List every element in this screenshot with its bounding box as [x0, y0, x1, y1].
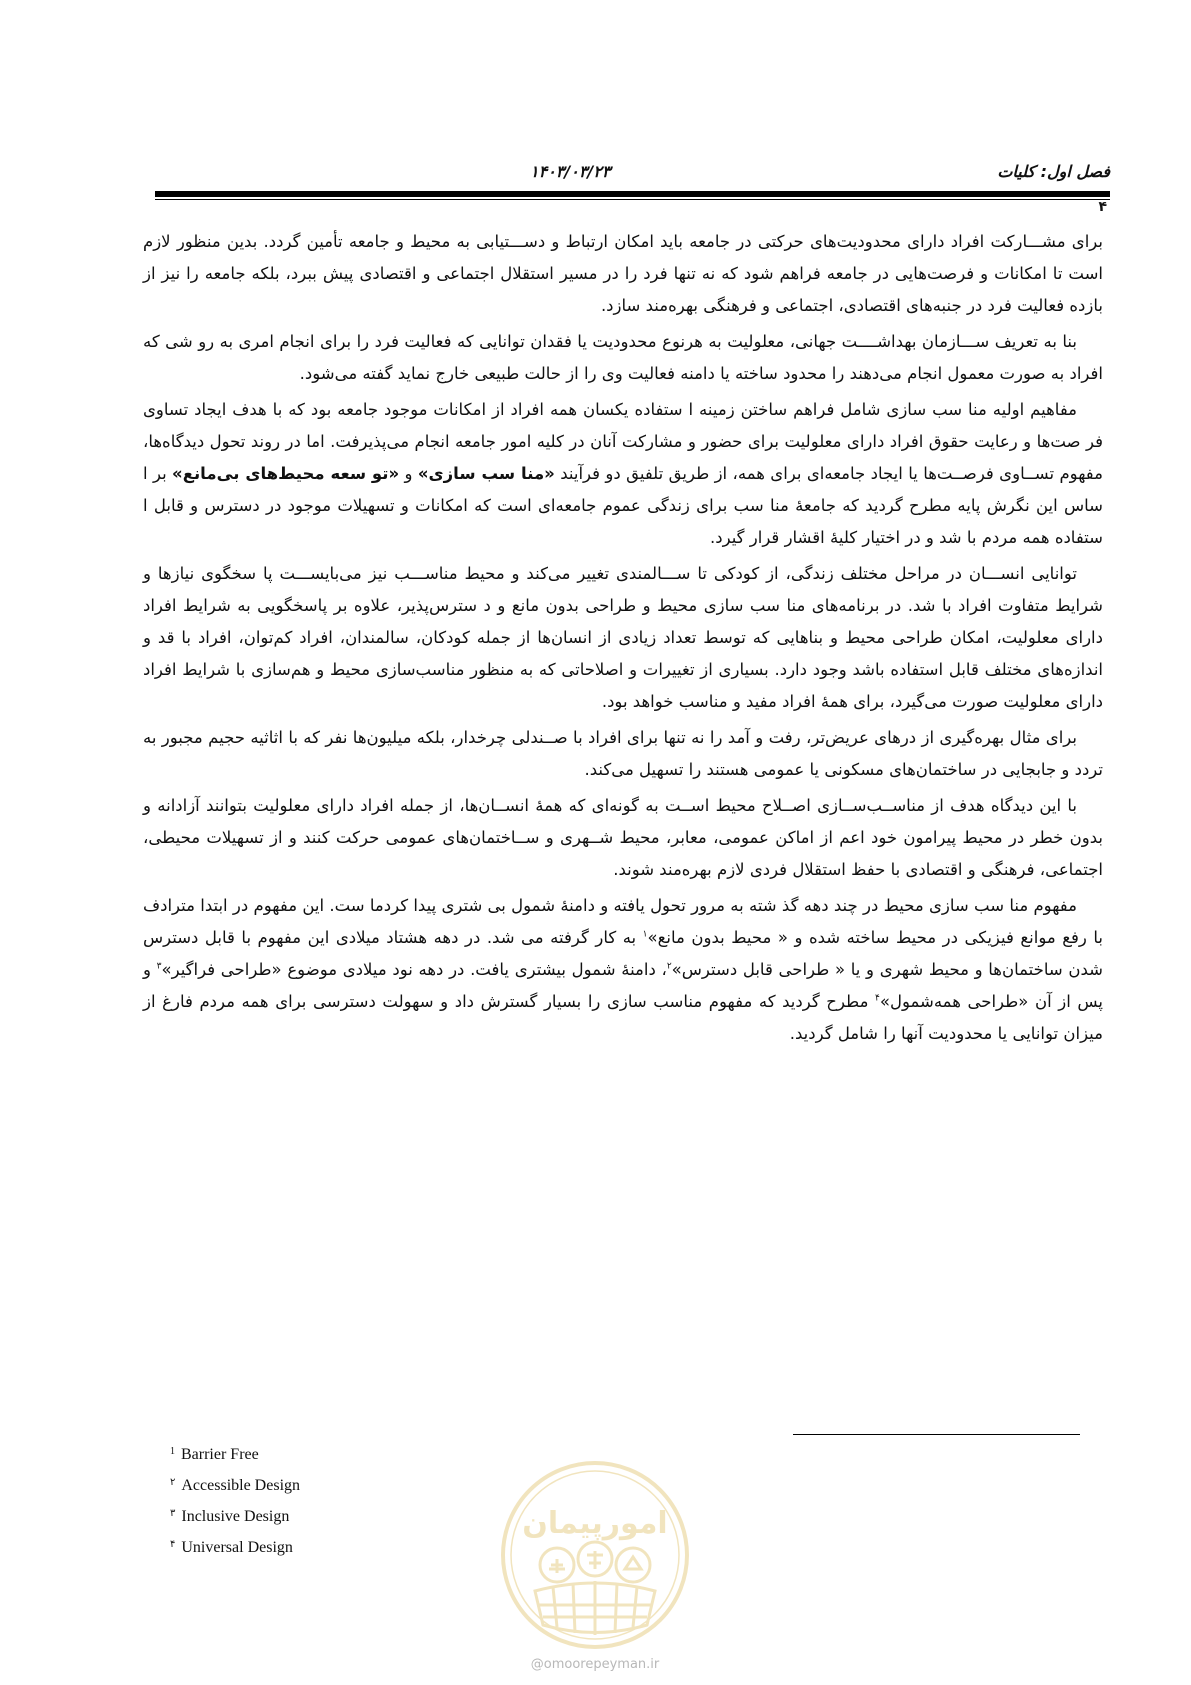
paragraph-text: عموم جامعه‌ای است که امکانات و تسهیلات موجود در دسترس و قابل ا ستفاده همه مردم با شد و در اختیار کلیهٔ اقشار قرار گیرد.: [143, 496, 1103, 547]
paragraph: برای مشـــارکت افراد دارای محدودیت‌های حرکتی در جامعه باید امکان ارتباط و دســـتیابی به محیط و جامعه تأمین گردد. بدین منظور لازم است تا امکانات و فرصت‌هایی در جامعه فراهم شود که نه تنها فرد را در مسیر استقلال اجتماعی و اقتصادی پیش ببرد، بلکه جامعه را نیز از بازده فعالیت فرد در جنبه‌های اقتصادی، اجتماعی و فرهنگی بهره‌مند سازد.: [143, 232, 1103, 315]
paragraph: با این دیدگاه هدف از مناســب‌ســازی اصــلاح محیط اســت به گونه‌ای که همهٔ انســان‌ها، از جمله افراد دارای معلولیت بتوانند آزادانه و بدون خطر در محیط پیرامون خود اعم از اماکن عمومی، معابر، محیط شــهری و ســاختمان‌های عمومی حرکت کنند و از تسهیلات محیطی، اجتماعی، فرهنگی و اقتصادی با حفظ استقلال فردی لازم بهره‌مند شوند.: [143, 796, 1103, 879]
page-number: ۴: [1098, 199, 1107, 215]
paragraph: برای مثال بهره‌گیری از درهای عریض‌تر، رفت و آمد را نه تنها برای افراد با صــندلی چرخدار، بلکه میلیون‌ها نفر که با اثاثیه حجیم مجبور به تردد و جابجایی در ساختمان‌های مسکونی یا عمومی هستند را تسهیل می‌کند.: [143, 728, 1103, 779]
paragraph-text: مفاهیم اولیه منا سب سازی شامل فراهم ساختن زمینه ا ستفاده یکسان همه افراد از امکانات موجود جامعه بود که با هدف ایجاد تساوی فر صت‌ها و رعایت حقوق افراد دارای معلولیت برای حضور و مشارکت آنان در کلیه امور جامعه انجام می‌پذیرفت. اما در روند تحول دیدگاه‌ها، مفهوم تســاوی فرصــت‌ها یا ایجاد جامعه‌ای برای همه، از طریق تلفیق دو فرآیند: [143, 400, 1103, 483]
body-text: [143, 226, 1103, 1054]
footnote-mark: 1: [170, 1446, 175, 1457]
watermark-logo-text: امورپیمان: [522, 1506, 668, 1541]
footnote: [170, 1446, 300, 1477]
footnote-ref: ۲: [666, 961, 672, 972]
paragraph-text: ، دامنهٔ شمول بیشتری یافت. در دهه نود میلادی موضوع «طراحی فراگیر»: [161, 960, 667, 979]
paragraph-text: به کار گرفته می شد. در دهه هشتاد میلادی این مفهوم با قابل دسترس شدن ساختمان‌ها و محیط شهری و یا « طراحی قابل دسترس»: [143, 928, 1103, 979]
footnote-text: Inclusive Design: [181, 1508, 290, 1525]
page-header: [155, 160, 1110, 190]
footnote-ref: ۱: [642, 929, 648, 940]
paragraph: [143, 394, 1103, 554]
footnotes: [170, 1446, 300, 1570]
footnote-separator: [793, 1434, 1080, 1435]
paragraph-text: مطرح گردید که مفهوم مناسب سازی را بسیار گسترش داد و سهولت دسترسی برای همه مردم فارغ از میزان توانایی یا محدودیت آنها را شامل گردید.: [143, 992, 1103, 1043]
footnote-mark: ۳: [170, 1508, 176, 1519]
header-rule-thin: [155, 199, 1110, 200]
paragraph: توانایی انســـان در مراحل مختلف زندگی، از کودکی تا ســـالمندی تغییر می‌کند و محیط مناســـب نیز می‌بایســـت پا سخگوی نیازها و شرایط متفاوت افراد با شد. در برنامه‌های منا سب سازی محیط و طراحی بدون مانع و د سترس‌پذیر، علاوه بر پاسخگویی به شرایط افراد دارای معلولیت، امکان طراحی محیط و بناهایی که توسط تعداد زیادی از انسان‌ها از جمله کودکان، سالمندان، افراد کم‌توان، افراد با قد و اندازه‌های مختلف قابل استفاده باشد وجود دارد. بسیاری از تغییرات و اصلاحاتی که به منظور مناسب‌سازی محیط و هم‌سازی با شرایط افراد دارای معلولیت صورت می‌گیرد، برای همهٔ افراد مفید و مناسب خواهد بود.: [143, 564, 1103, 711]
footnote: [170, 1508, 300, 1539]
footnote-text: Accessible Design: [181, 1477, 301, 1494]
paragraph-text: مفهوم منا سب سازی محیط در چند دهه گذ شته به مرور تحول یافته و دامنهٔ شمول بی شتری پیدا کردما ست. این مفهوم در ابتدا مترادف با رفع موانع فیزیکی در محیط ساخته شده و « محیط بدون مانع»: [143, 896, 1103, 947]
footnote-text: Barrier Free: [181, 1446, 259, 1463]
header-rule-thick: [155, 191, 1110, 197]
paragraph-text: و: [399, 464, 418, 483]
footnote: [170, 1477, 300, 1508]
paragraph-text: بر ا ساس این نگرش پایه مطرح گردید که جامعهٔ منا سب برای زندگی: [143, 464, 1103, 515]
bold-term: «تو سعه محیط‌های بی‌مانع»: [172, 464, 400, 483]
watermark-logo-icon: [495, 1455, 695, 1655]
footnote-ref: ۳: [156, 961, 162, 972]
footnote-mark: ۴: [170, 1539, 176, 1550]
watermark-url: @omoorepeyman.ir: [530, 1657, 660, 1672]
paragraph: بنا به تعریف ســـازمان بهداشــــت جهانی، معلولیت به هرنوع محدودیت یا فقدان توانایی که فعالیت فرد را برای انجام امری به رو شی که افراد به صورت معمول انجام می‌دهند را محدود ساخته یا دامنه فعالیت وی را از حالت طبیعی خارج نماید گفته می‌شود.: [143, 332, 1103, 383]
footnote-ref: ۴: [875, 993, 880, 1004]
bold-term: «منا سب سازی»: [417, 464, 555, 483]
paragraph: [143, 890, 1103, 1050]
paragraph-text: و پس از آن «طراحی همه‌شمول»: [143, 960, 1104, 1011]
footnote-text: Universal Design: [181, 1539, 293, 1556]
footnote: [170, 1539, 300, 1570]
footnote-mark: ۲: [170, 1477, 176, 1488]
chapter-title: فصل اول: کلیات: [997, 162, 1110, 181]
header-date: ۱۴۰۳/۰۳/۲۳: [530, 162, 611, 181]
